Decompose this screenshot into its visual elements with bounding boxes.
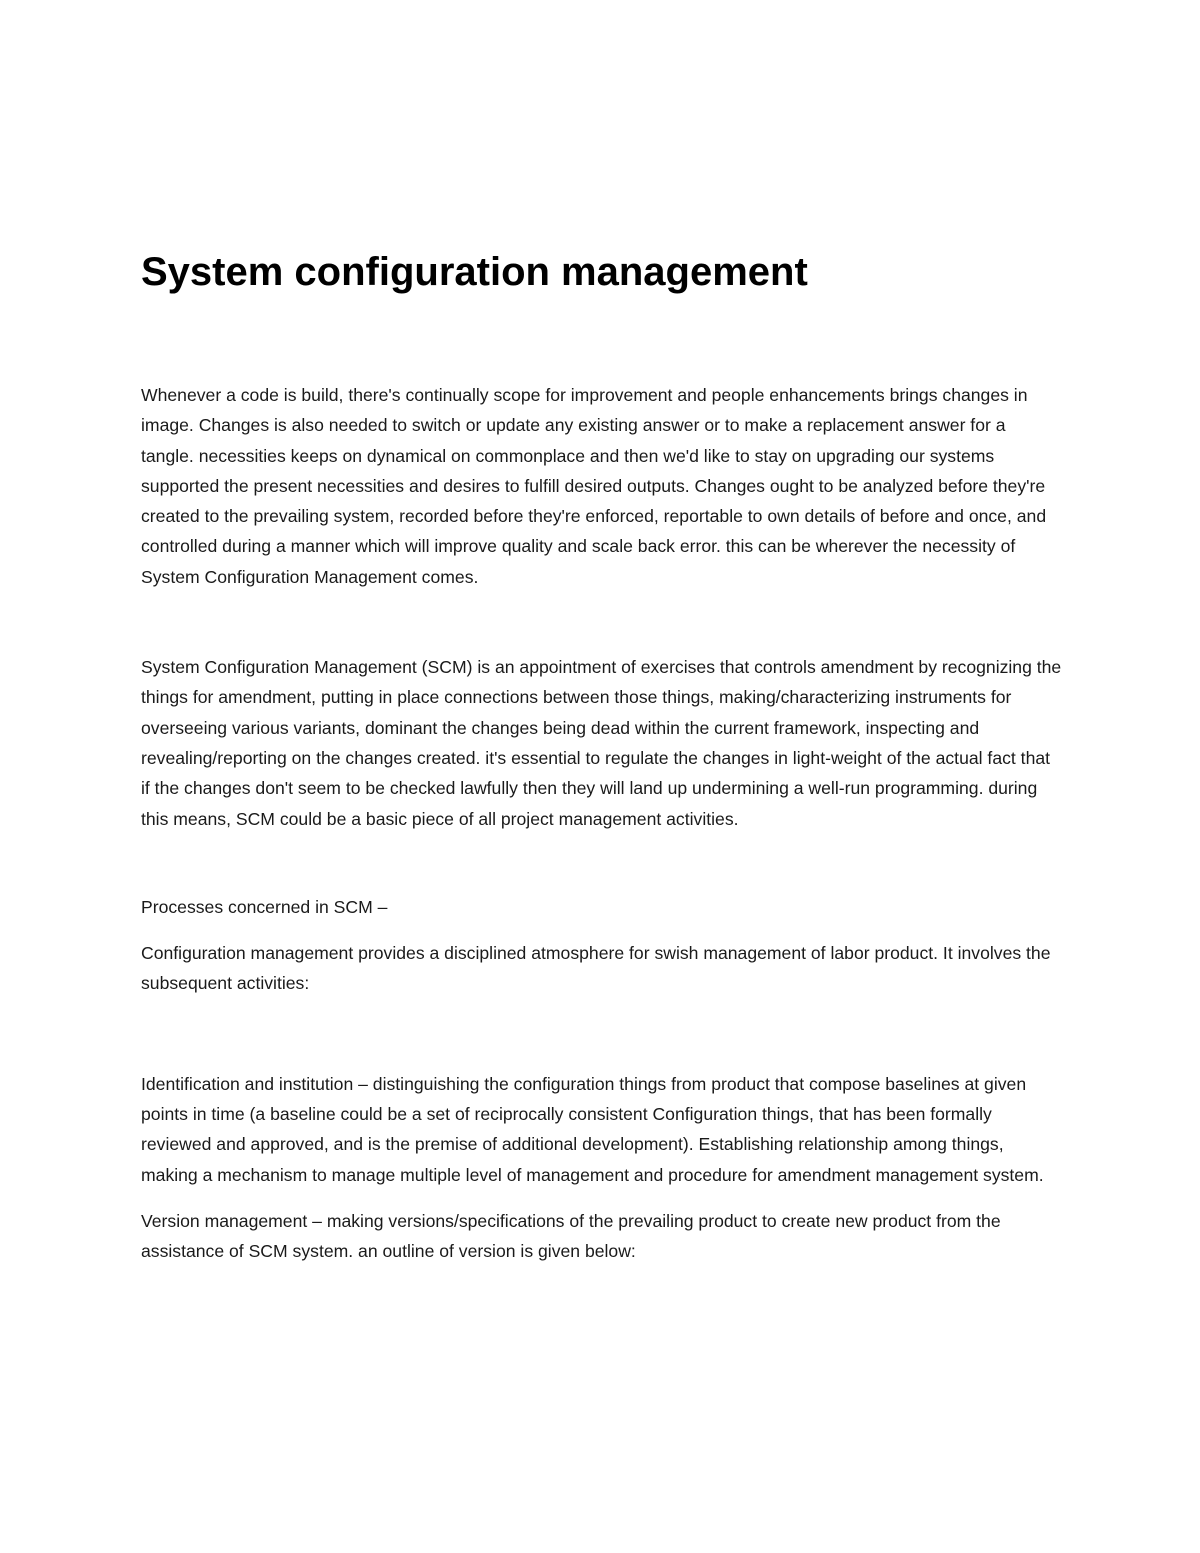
document-title: System configuration management (141, 250, 808, 294)
document-body (141, 248, 1063, 1267)
paragraph-version-management: Version management – making versions/specifications of the prevailing product to create new product from the assistance of SCM system. an outline of version is given below: (141, 1210, 1001, 1262)
paragraph-identification: Identification and institution – distinguishing the configuration things from product that compose baselines at given points in time (a baseline could be a set of reciprocally consistent Configuration things, that has been formally reviewed and approved, and is the premise of additional development). Establishing relationship among things, making a mechanism to manage multiple level of management and procedure for amendment management system. (141, 1073, 1044, 1185)
paragraph-processes-heading: Processes concerned in SCM – (141, 896, 388, 917)
paragraph-config-management: Configuration management provides a disciplined atmosphere for swish management of labor product. It involves the subsequent activities: (141, 943, 1051, 994)
paragraph-scm-intro: Whenever a code is build, there's continually scope for improvement and people enhancements brings changes in image. Changes is also needed to switch or update any existing answer or to make a replacement answer for a tangle. necessities keeps on dynamical on commonplace and then we'd like to stay on upgrading our systems supported the present necessities and desires to fulfill desired outputs. Changes ought to be analyzed before they're created to the prevailing system, recorded before they're enforced, reportable to own details of before and once, and controlled during a manner which will improve quality and scale back error. this can be wherever the necessity of System Configuration Management comes. (141, 385, 1047, 587)
paragraph-scm-definition: System Configuration Management (SCM) is an appointment of exercises that controls amendment by recognizing the things for amendment, putting in place connections between those things, making/characterizing instruments for overseeing various variants, dominant the changes being dead within the current framework, inspecting and revealing/reporting on the changes created. it's essential to regulate the changes in light-weight of the actual fact that if the changes don't seem to be checked lawfully then they will land up undermining a well-run programming. during this means, SCM could be a basic piece of all project management activities. (141, 657, 1062, 829)
